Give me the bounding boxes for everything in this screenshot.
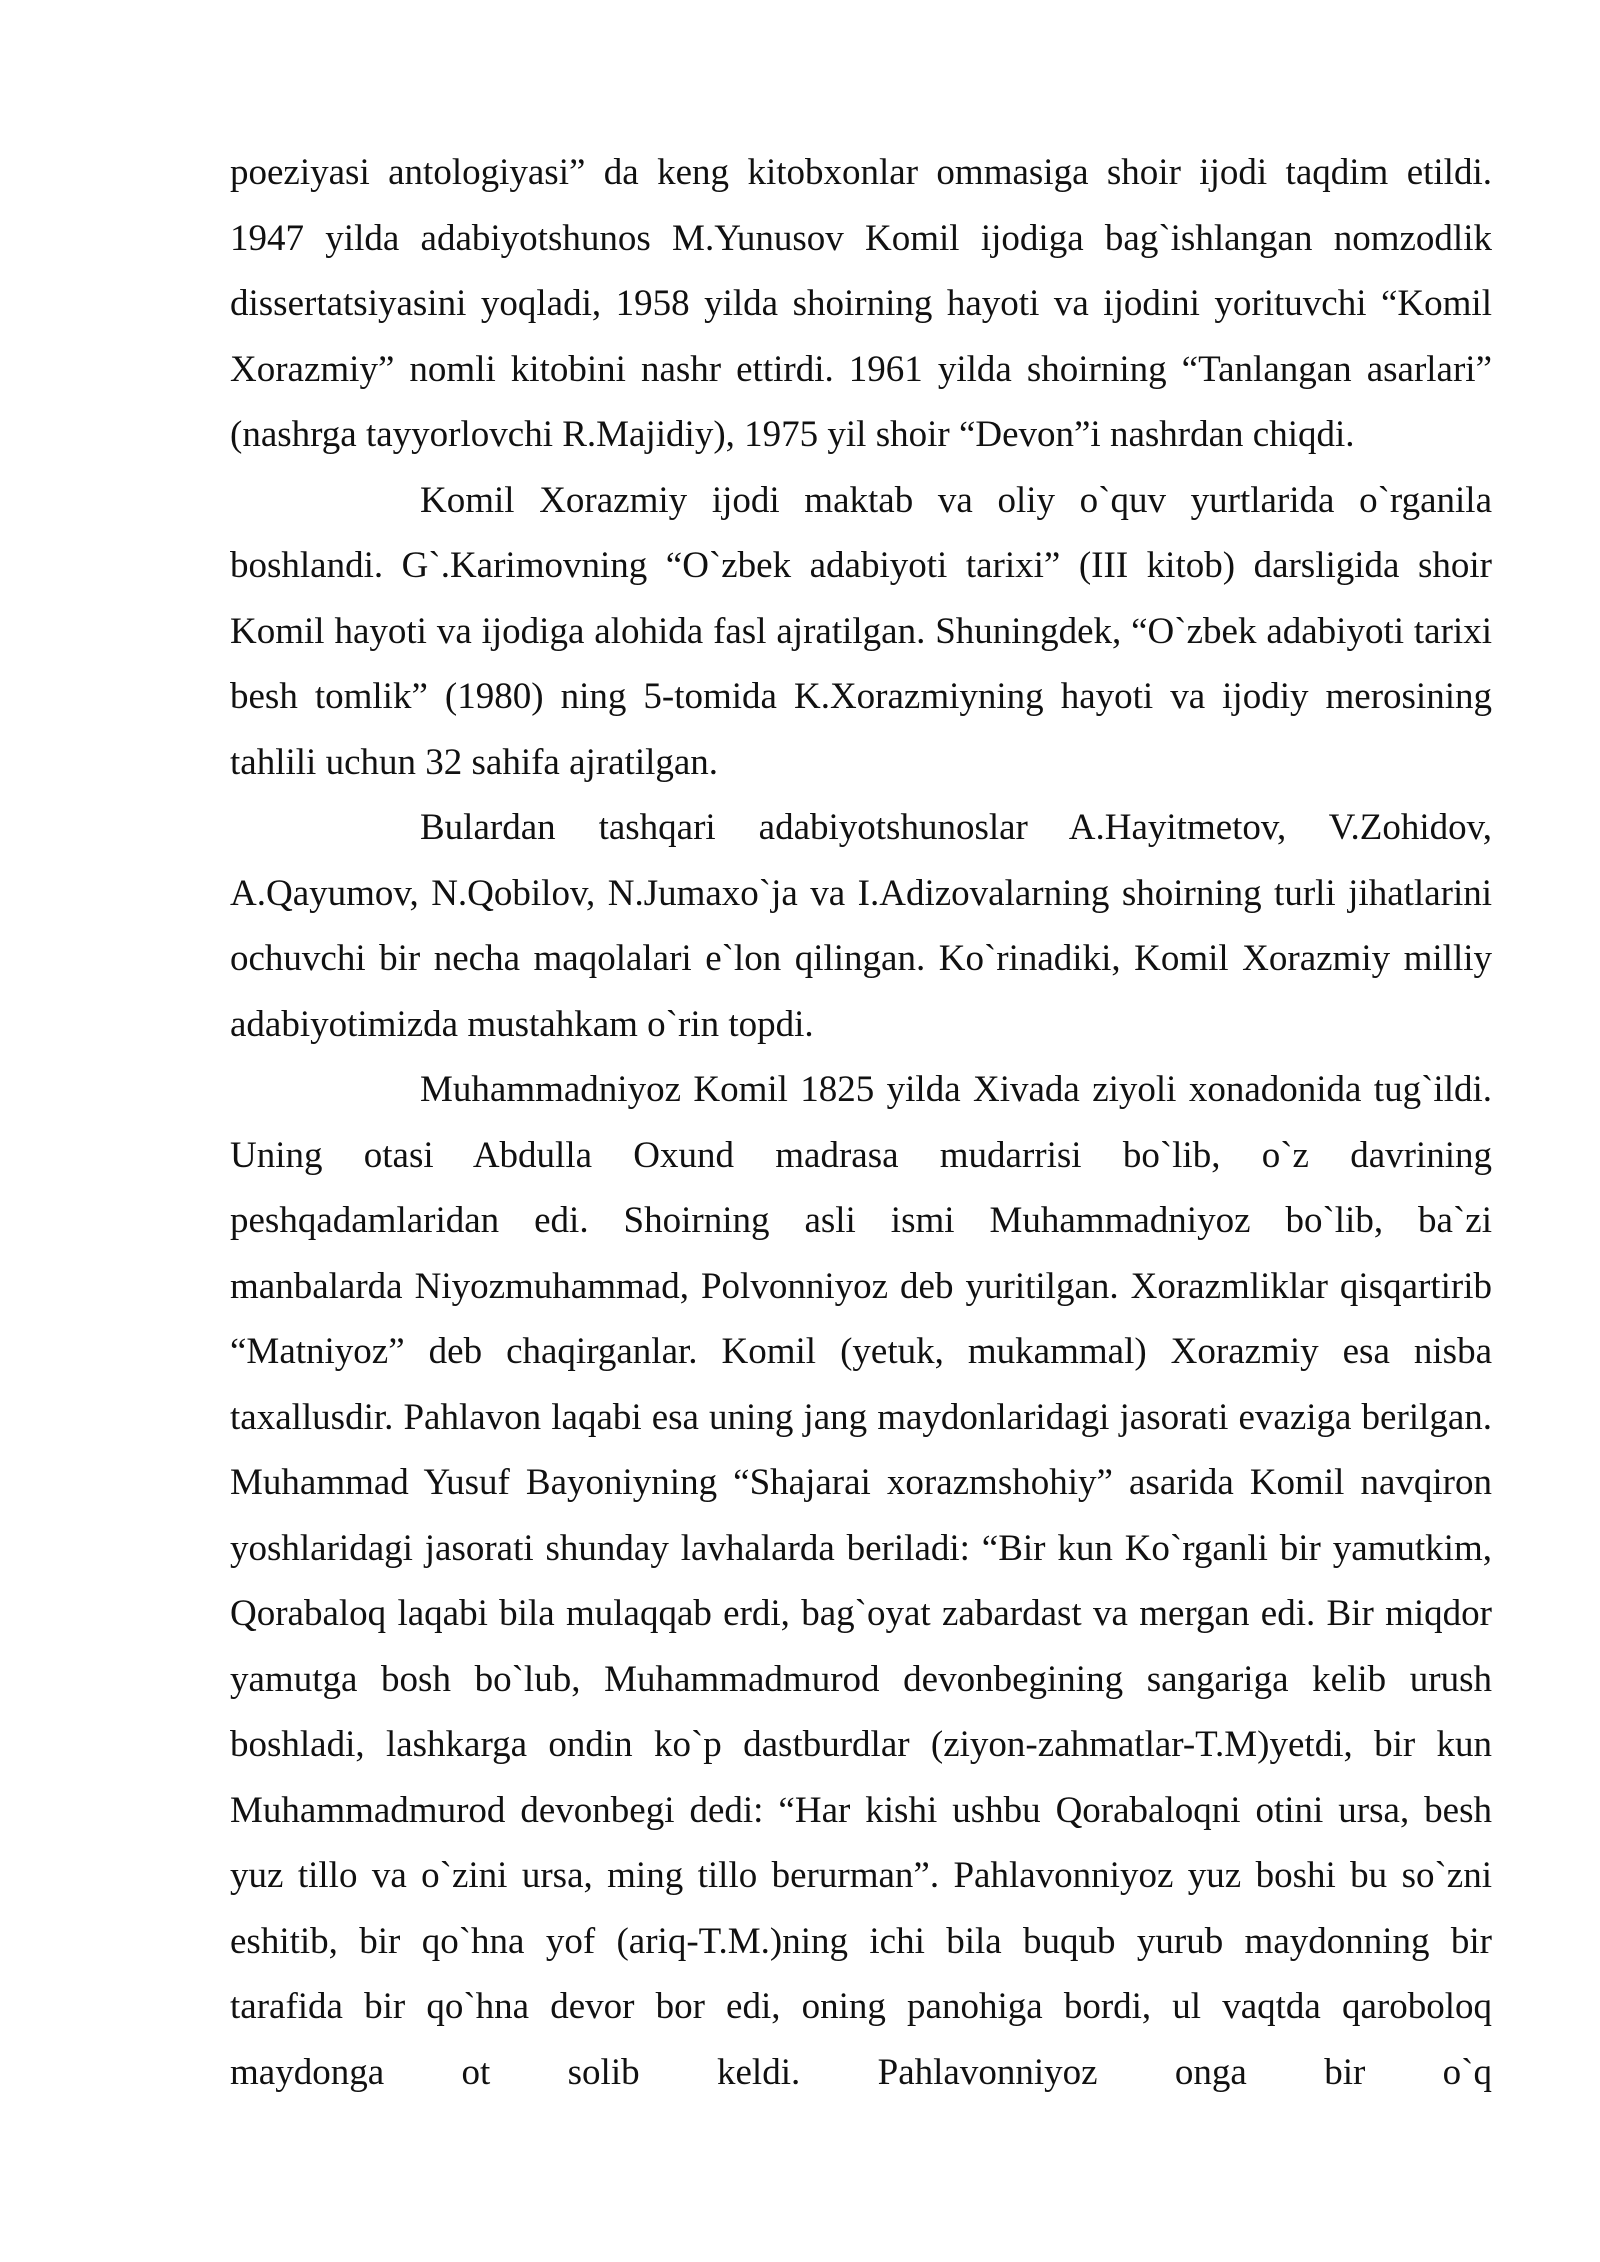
- paragraph-biography: Muhammadniyoz Komil 1825 yilda Xivada ziyoli xonadonida tug`ildi. Uning otasi Abdulla Oxund madrasa mudarrisi bo`lib, o`z davrining peshqadamlaridan edi. Shoirning asli ismi Muhammadniyoz bo`lib, ba`zi manbalarda Niyozmuhammad, Polvonniyoz deb yuritilgan. Xorazmliklar qisqartirib “Matniyoz” deb chaqirganlar. Komil (yetuk, mukammal) Xorazmiy esa nisba taxallusdir. Pahlavon laqabi esa uning jang maydonlaridagi jasorati evaziga berilgan. Muhammad Yusuf Bayoniyning “Shajarai xorazmshohiy” asarida Komil navqiron yoshlaridagi jasorati shunday lavhalarda beriladi: “Bir kun Ko`rganli bir yamutkim, Qorabaloq laqabi bila mulaqqab erdi, bag`oyat zabardast va mergan edi. Bir miqdor yamutga bosh bo`lub, Muhammadmurod devonbegining sangariga kelib urush boshladi, lashkarga ondin ko`p dastburdlar (ziyon-zahmatlar-T.M)yetdi, bir kun Muhammadmurod devonbegi dedi: “Har kishi ushbu Qorabaloqni otini ursa, besh yuz tillo va o`zini ursa, ming tillo berurman”. Pahlavonniyoz yuz boshi bu so`zni eshitib, bir qo`hna yof (ariq-T.M.)ning ichi bila buqub yurub maydonning bir tarafida bir qo`hna devor bor edi, oning panohiga bordi, ul vaqtda qaroboloq maydonga ot solib keldi. Pahlavonniyoz onga bir o`q: [230, 1069, 1492, 2093]
- paragraph-adabiyotshunoslar: Bulardan tashqari adabiyotshunoslar A.Hayitmetov, V.Zohidov, A.Qayumov, N.Qobilov, N.Jumaxo`ja va I.Adizovalarning shoirning turli jihatlarini ochuvchi bir necha maqolalari e`lon qilingan. Ko`rinadiki, Komil Xorazmiy milliy adabiyotimizda mustahkam o`rin topdi.: [230, 807, 1492, 1045]
- paragraph-maktab: Komil Xorazmiy ijodi maktab va oliy o`quv yurtlarida o`rganila boshlandi. G`.Karimovning “O`zbek adabiyoti tarixi” (III kitob) darsligida shoir Komil hayoti va ijodiga alohida fasl ajratilgan. Shuningdek, “O`zbek adabiyoti tarixi besh tomlik” (1980) ning 5-tomida K.Xorazmiyning hayoti va ijodiy merosining tahlili uchun 32 sahifa ajratilgan.: [230, 479, 1492, 783]
- document-body: [230, 140, 1492, 2105]
- paragraph-antologiya: poeziyasi antologiyasi” da keng kitobxonlar ommasiga shoir ijodi taqdim etildi. 1947 yilda adabiyotshunos M.Yunusov Komil ijodiga bag`ishlangan nomzodlik dissertatsiyasini yoqladi, 1958 yilda shoirning hayoti va ijodini yorituvchi “Komil Xorazmiy” nomli kitobini nashr ettirdi. 1961 yilda shoirning “Tanlangan asarlari” (nashrga tayyorlovchi R.Majidiy), 1975 yil shoir “Devon”i nashrdan chiqdi.: [230, 152, 1492, 455]
